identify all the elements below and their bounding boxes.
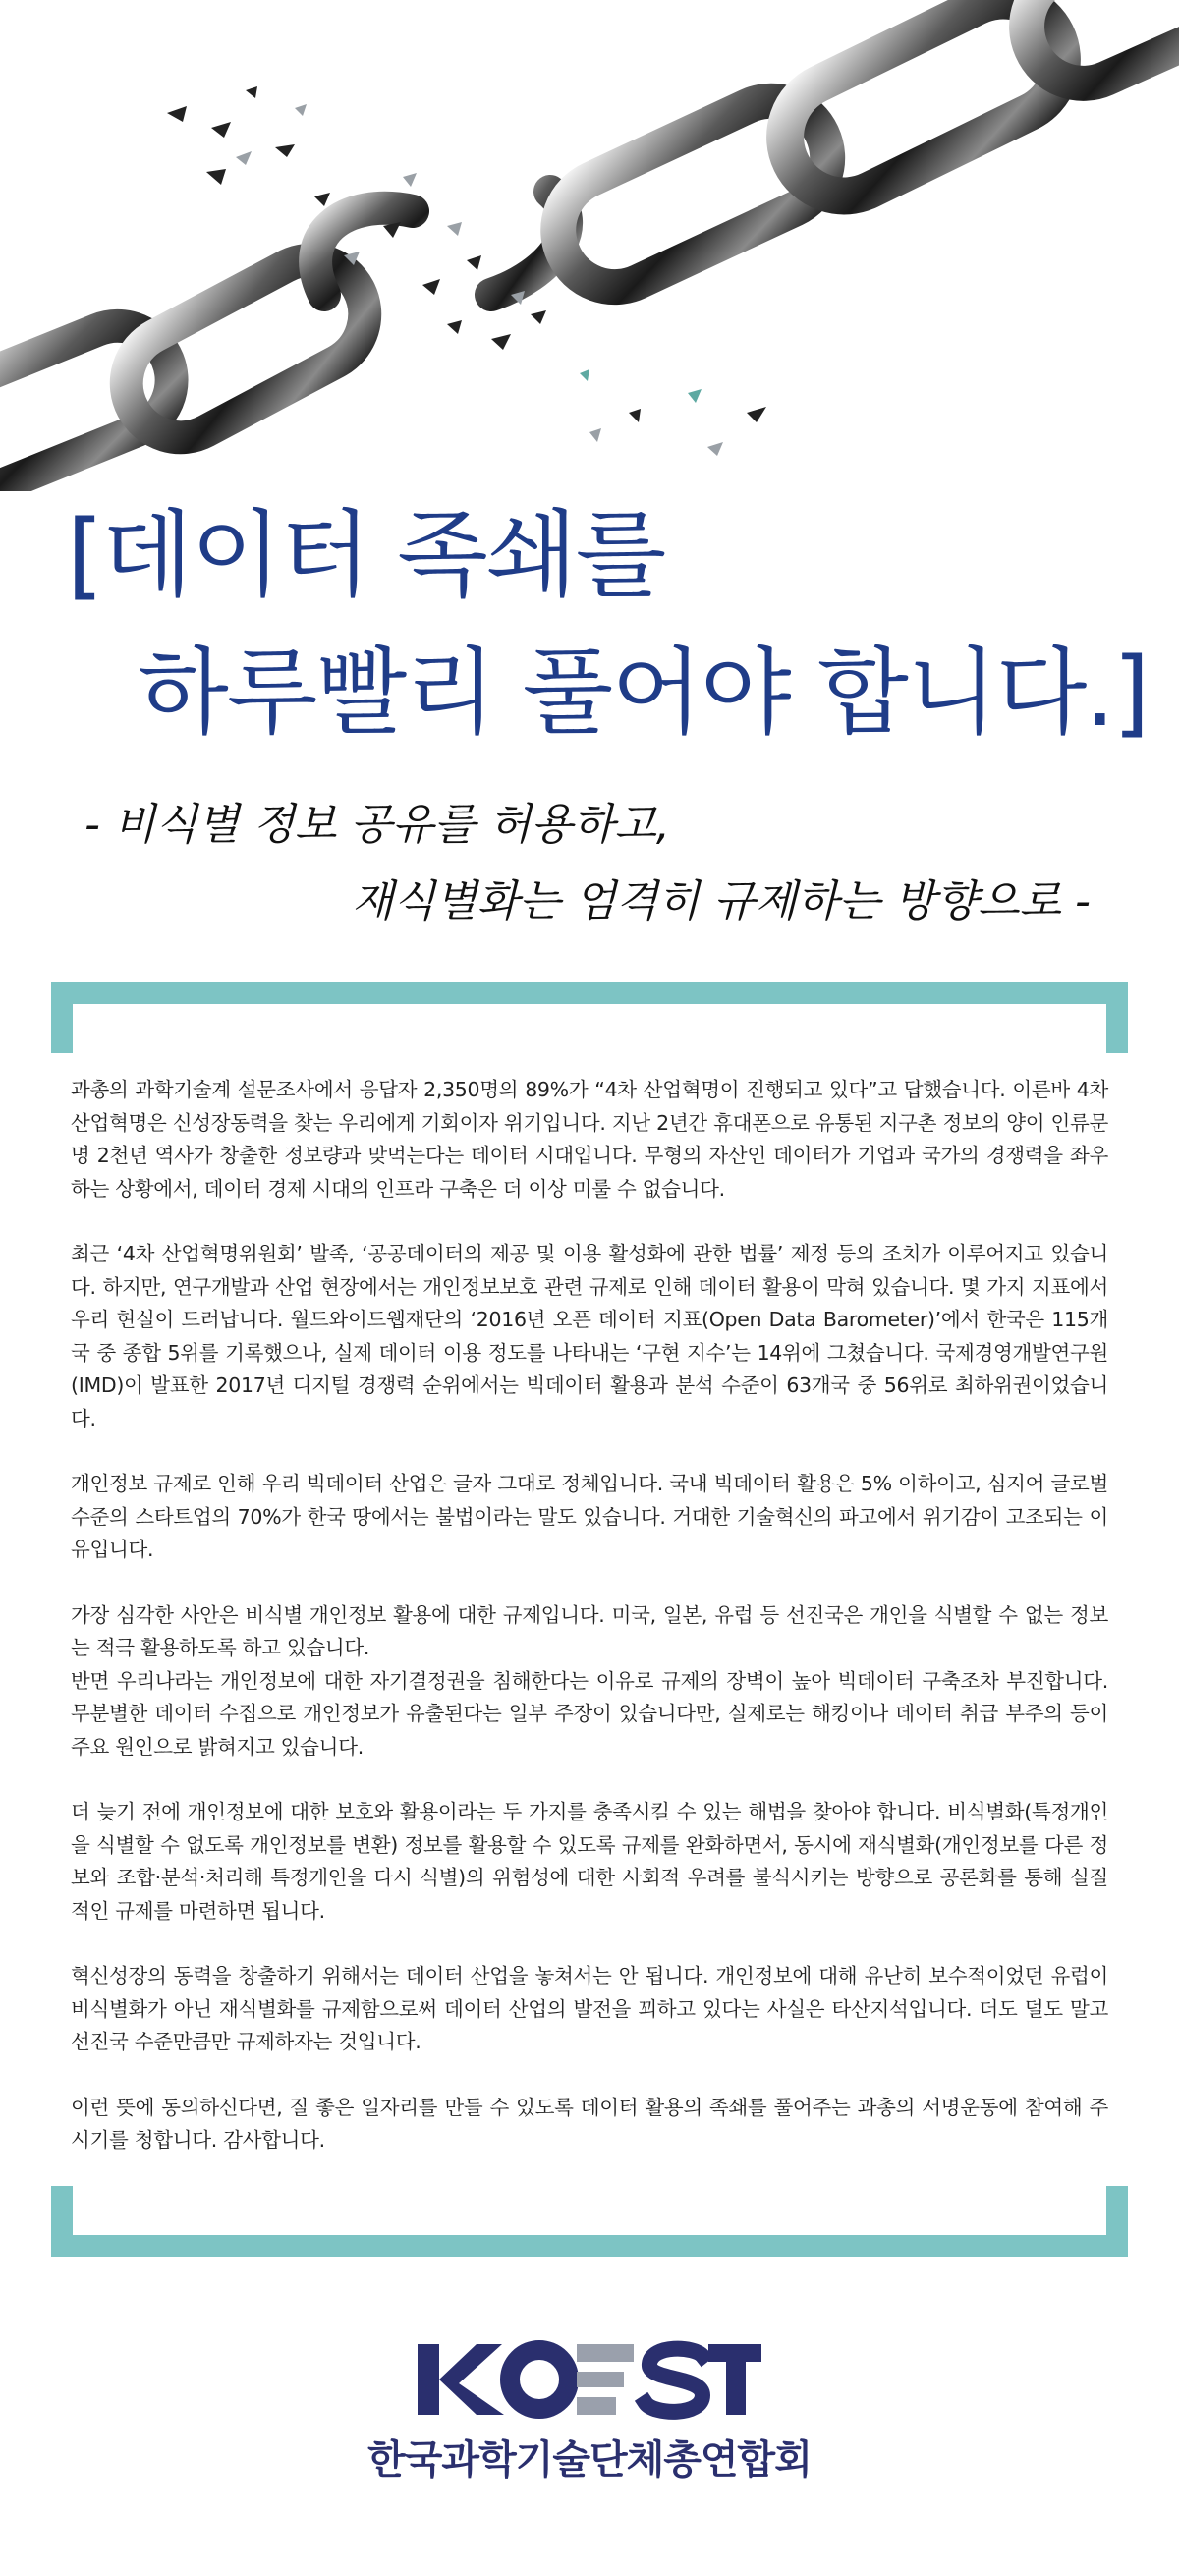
headline-line-1: [데이터 족쇄를 <box>67 500 665 610</box>
broken-chain-illustration <box>0 0 1179 491</box>
petition-body <box>71 1074 1108 2190</box>
headline-line-2: 하루빨리 풀어야 합니다.] <box>138 638 1149 748</box>
paragraph: 이런 뜻에 동의하신다면, 질 좋은 일자리를 만들 수 있도록 데이터 활용의 족쇄를 풀어주는 과총의 서명운동에 참여해 주시기를 청합니다. 감사합니다. <box>71 2095 1108 2152</box>
subheadline-line-1: - 비식별 정보 공유를 허용하고, <box>84 800 670 850</box>
paragraph: 혁신성장의 동력을 창출하기 위해서는 데이터 산업을 놓쳐서는 안 됩니다. 개인정보에 대해 유난히 보수적이었던 유럽이 비식별화가 아닌 재식별화를 규제함으로써 데이터 산업의 발전을 꾀하고 있다는 사실은 타산지석입니다. 더도 덜도 말고 선진국 수준만큼만 규제하자는 것입니다. <box>71 1964 1108 2053</box>
paragraph: 개인정보 규제로 인해 우리 빅데이터 산업은 글자 그대로 정체입니다. 국내 빅데이터 활용은 5% 이하이고, 심지어 글로벌 수준의 스타트업의 70%가 한국 땅에서는 불법이라는 말도 있습니다. 거대한 기술혁신의 파고에서 위기감이 고조되는 이유입니다. <box>71 1472 1108 1561</box>
logo-mark-text: KOFST <box>418 2338 421 2339</box>
paragraph: 가장 심각한 사안은 비식별 개인정보 활용에 대한 규제입니다. 미국, 일본, 유럽 등 선진국은 개인을 식별할 수 없는 정보는 적극 활용하도록 하고 있습니다. <box>71 1602 1108 1659</box>
organization-name: 한국과학기술단체총연합회 <box>367 2437 812 2483</box>
bottom-bracket-decoration <box>51 2186 1128 2257</box>
paragraph: 반면 우리나라는 개인정보에 대한 자기결정권을 침해한다는 이유로 규제의 장벽이 높아 빅데이터 구축조차 부진합니다. 무분별한 데이터 수집으로 개인정보가 유출된다는 일부 주장이 있습니다만, 실제로는 해킹이나 데이터 취급 부주의 등이 주요 원인으로 밝혀지고 있습니다. <box>71 1668 1108 1759</box>
subheadline-line-2: 재식별화는 엄격히 규제하는 방향으로 - <box>352 876 1091 926</box>
paragraph: 최근 ‘4차 산업혁명위원회’ 발족, ‘공공데이터의 제공 및 이용 활성화에 관한 법률’ 제정 등의 조치가 이루어지고 있습니다. 하지만, 연구개발과 산업 현장에서는 개인정보보호 관련 규제로 인해 데이터 활용이 막혀 있습니다. 몇 가지 지표에서 우리 현실이 드러납니다. 월드와이드웹재단의 ‘2016년 오픈 데이터 지표(Open Data Barometer)’에서 한국은 115개국 중 종합 5위를 기록했으나, 실제 데이터 이용 정도를 나타내는 ‘구현 지수’는 14위에 그쳤습니다. 국제경영개발연구원(IMD)이 발표한 2017년 디지털 경쟁력 순위에서는 빅데이터 활용과 분석 수준이 63개국 중 56위로 최하위권이었습니다. <box>71 1242 1108 1430</box>
kofst-logo <box>0 2338 1179 2495</box>
paragraph: 과총의 과학기술계 설문조사에서 응답자 2,350명의 89%가 “4차 산업혁명이 진행되고 있다”고 답했습니다. 이른바 4차 산업혁명은 신성장동력을 찾는 우리에게 기회이자 위기입니다. 지난 2년간 휴대폰으로 유통된 지구촌 정보의 양이 인류문명 2천년 역사가 창출한 정보량과 맞먹는다는 데이터 시대입니다. 무형의 자산인 데이터가 기업과 국가의 경쟁력을 좌우하는 상황에서, 데이터 경제 시대의 인프라 구축은 더 이상 미룰 수 없습니다. <box>71 1078 1108 1201</box>
paragraph: 더 늦기 전에 개인정보에 대한 보호와 활용이라는 두 가지를 충족시킬 수 있는 해법을 찾아야 합니다. 비식별화(특정개인을 식별할 수 없도록 개인정보를 변환) 정보를 활용할 수 있도록 규제를 완화하면서, 동시에 재식별화(개인정보를 다른 정보와 조합·분석·처리해 특정개인을 다시 식별)의 위험성에 대한 사회적 우려를 불식시키는 방향으로 공론화를 통해 실질적인 규제를 마련하면 됩니다. <box>71 1800 1108 1923</box>
kofst-logo-mark <box>418 2338 761 2421</box>
top-bracket-decoration <box>51 982 1128 1053</box>
